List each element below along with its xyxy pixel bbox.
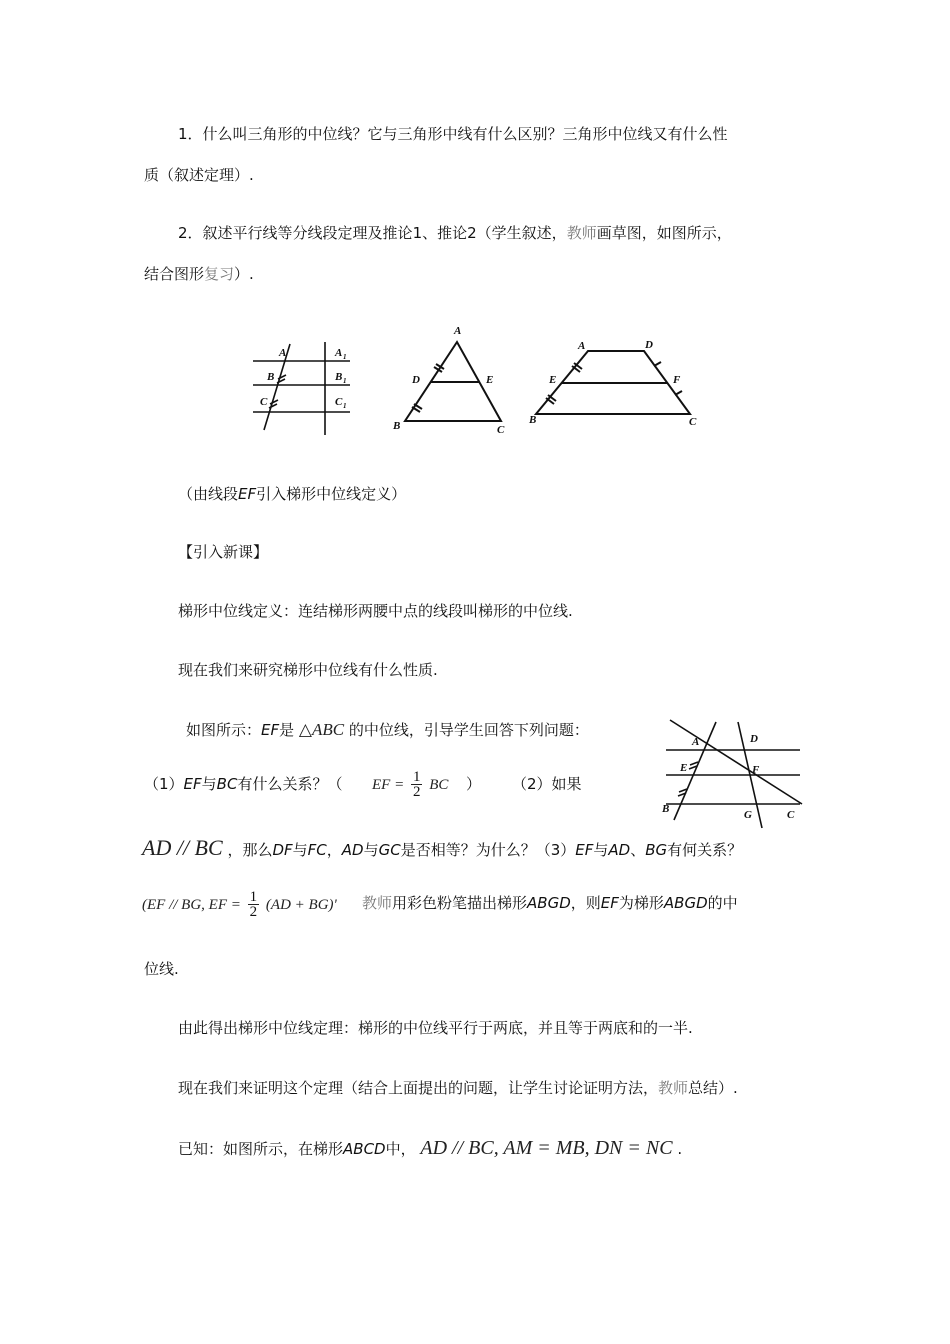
label-g: G xyxy=(744,809,752,821)
label-e: E xyxy=(680,762,688,774)
label-b: B xyxy=(393,420,401,432)
definition-text: 梯形中位线定义：连结梯形两腰中点的线段叫梯形的中位线. xyxy=(178,602,573,620)
label-a: A xyxy=(578,340,586,352)
label-f: F xyxy=(673,374,681,386)
label-c: C xyxy=(689,416,697,428)
question-1: （1）EF与BC有什么关系？（ xyxy=(144,775,343,793)
study-text: 现在我们来研究梯形中位线有什么性质. xyxy=(178,661,438,679)
triangle-abc-formula: △ABC xyxy=(298,720,345,739)
question-2: AD // BC ，那么DF与FC，AD与GC是否相等？为什么？（3）EF与AD、BG有何关系？ xyxy=(142,835,743,860)
label-b: B xyxy=(267,371,275,383)
label-b: B xyxy=(662,803,670,815)
sub-c1: 1 xyxy=(343,402,347,410)
label-c1: C xyxy=(335,396,343,408)
question-1-close: ） xyxy=(466,775,482,793)
teacher-note: 教师用彩色粉笔描出梯形ABGD，则EF为梯形ABGD的中 xyxy=(362,894,738,912)
figure-caption: （由线段EF引入梯形中位线定义） xyxy=(178,485,407,503)
p1-line1: 1．什么叫三角形的中位线？它与三角形中线有什么区别？三角形中位线又有什么性 xyxy=(178,125,728,143)
figure-trapezoid-transversal xyxy=(660,716,808,834)
label-c: C xyxy=(260,396,268,408)
given-text: 已知：如图所示，在梯形ABCD中， AD // BC, AM = MB, DN = NC . xyxy=(178,1137,683,1159)
figure-triangle xyxy=(392,323,510,438)
figure-trapezoid xyxy=(528,336,706,430)
formula-ef-half-bc: EF = $\frac{1}{2}$ BC xyxy=(372,769,449,800)
prove-text: 现在我们来证明这个定理（结合上面提出的问题，让学生讨论证明方法，教师总结）. xyxy=(178,1079,738,1097)
p2-line2: 结合图形复习）. xyxy=(144,265,254,283)
question-2-intro: （2）如果 xyxy=(512,775,582,793)
section-title: 【引入新课】 xyxy=(178,543,269,561)
formula-given: AD // BC, AM = MB, DN = NC xyxy=(420,1137,673,1159)
label-c: C xyxy=(497,424,505,436)
question-intro: 如图所示：EF是 △ABC 的中位线，引导学生回答下列问题： xyxy=(186,720,589,739)
label-d: D xyxy=(412,374,420,386)
p1-line2: 质（叙述定理）. xyxy=(144,166,254,184)
label-a: A xyxy=(454,325,462,337)
label-a1: A xyxy=(335,347,343,359)
formula-ad-parallel-bc: AD // BC xyxy=(142,835,223,860)
p2-line1: 2．叙述平行线等分线段定理及推论1、推论2（学生叙述，教师画草图，如图所示， xyxy=(178,224,732,242)
label-a: A xyxy=(692,736,700,748)
teacher-note-line2: 位线. xyxy=(144,960,179,978)
label-d: D xyxy=(750,733,758,745)
sub-a1: 1 xyxy=(343,353,347,361)
label-b: B xyxy=(529,414,537,426)
label-e: E xyxy=(486,374,494,386)
label-a: A xyxy=(279,347,287,359)
label-f: F xyxy=(752,764,760,776)
figure-parallel-lines xyxy=(250,338,355,438)
theorem-text: 由此得出梯形中位线定理：梯形的中位线平行于两底，并且等于两底和的一半. xyxy=(178,1019,693,1037)
label-d: D xyxy=(645,339,653,351)
label-c: C xyxy=(787,809,795,821)
label-e: E xyxy=(549,374,557,386)
sub-b1: 1 xyxy=(343,377,347,385)
formula-ef-relation: (EF // BG, EF = $\frac{1}{2}$ (AD + BG)' xyxy=(142,889,337,920)
label-b1: B xyxy=(335,371,343,383)
